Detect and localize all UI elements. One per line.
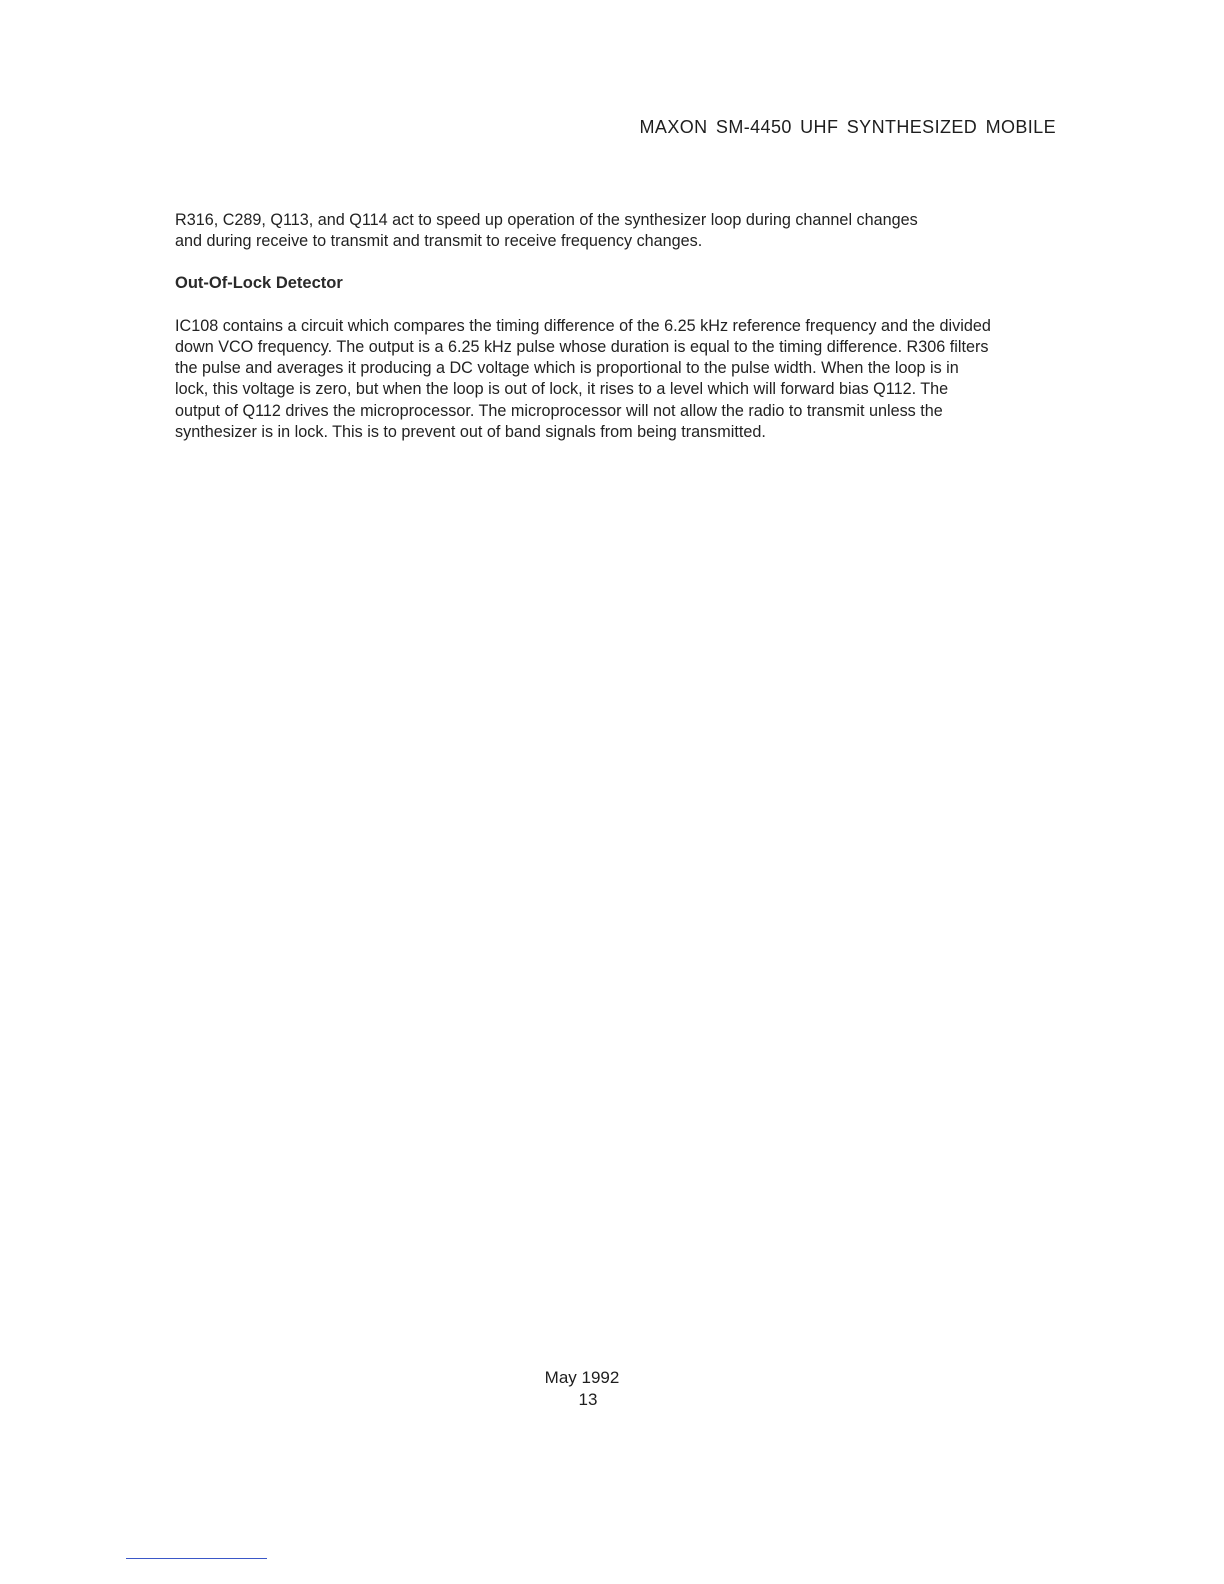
section-heading-out-of-lock-detector: Out-Of-Lock Detector — [175, 273, 343, 292]
page-header-title: MAXON SM-4450 UHF SYNTHESIZED MOBILE — [639, 117, 1056, 137]
paragraph-out-of-lock-detector: IC108 contains a circuit which compares the timing difference of the 6.25 kHz reference frequency and the divided down VCO frequency. The output is a 6.25 kHz pulse whose duration is equal to the timing difference. R306 filters the pulse and averages it producing a DC voltage which is proportional to the pulse width. When the loop is in lock, this voltage is zero, but when the loop is out of lock, it rises to a level which will forward bias Q112. The output of Q112 drives the microprocessor. The microprocessor will not allow the radio to transmit unless the synthesizer is in lock. This is to prevent out of band signals from being transmitted. — [175, 316, 991, 442]
footer-date: May 1992 — [544, 1368, 620, 1387]
page-footer — [0, 1367, 1164, 1411]
page-number: 13 — [578, 1390, 598, 1409]
document-body — [175, 210, 1005, 443]
paragraph-synthesizer-speedup: R316, C289, Q113, and Q114 act to speed up operation of the synthesizer loop during channel changes and during receive to transmit and transmit to receive frequency changes. — [175, 211, 918, 251]
footnote-divider — [126, 1558, 267, 1559]
